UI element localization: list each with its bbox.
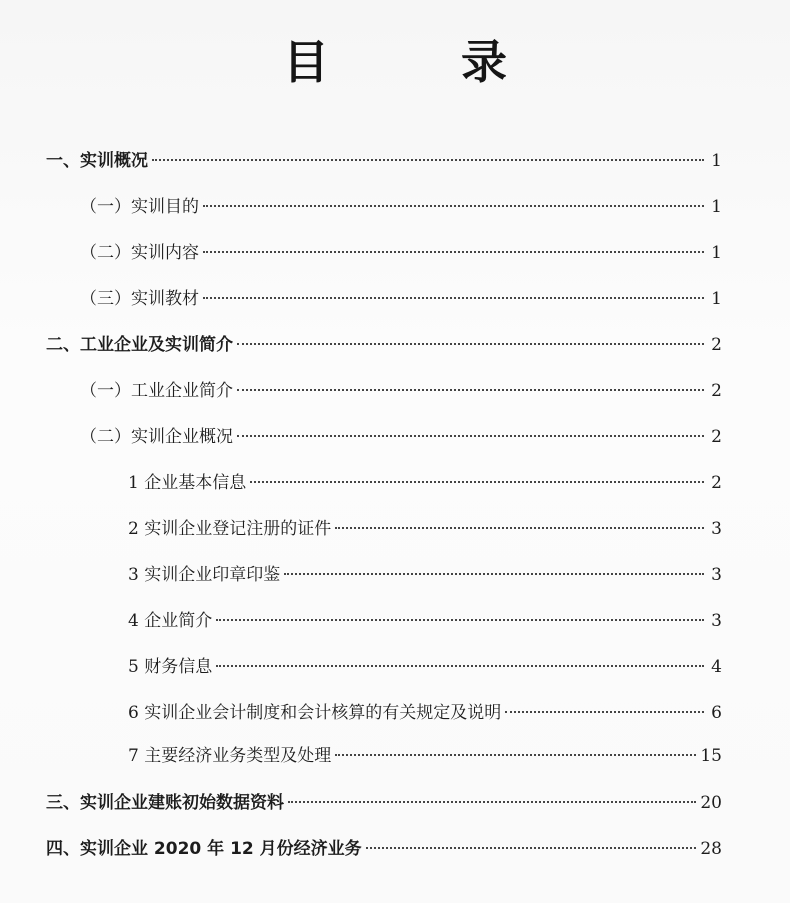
dot-leader	[152, 159, 704, 161]
toc-entry[interactable]	[128, 610, 722, 632]
toc-entry-label: 5 财务信息	[128, 657, 213, 677]
dot-leader	[237, 435, 704, 437]
toc-entry-page: 1	[711, 243, 722, 263]
toc-entry[interactable]	[128, 656, 722, 678]
toc-entry[interactable]	[46, 792, 722, 814]
toc-entry-page: 1	[711, 197, 722, 217]
toc-entry[interactable]	[80, 242, 722, 264]
dot-leader	[237, 343, 704, 345]
toc-entry[interactable]	[128, 518, 722, 540]
toc-entry[interactable]	[128, 745, 722, 767]
dot-leader	[288, 801, 696, 803]
dot-leader	[250, 481, 704, 483]
toc-entry-label: 二、工业企业及实训简介	[46, 335, 233, 355]
toc-entry-page: 2	[711, 473, 722, 493]
toc-entry-label: （二）实训企业概况	[80, 427, 233, 447]
toc-entry-label: 三、实训企业建账初始数据资料	[46, 793, 284, 813]
toc-entry-page: 3	[711, 519, 722, 539]
dot-leader	[505, 711, 704, 713]
toc-entry[interactable]	[80, 196, 722, 218]
toc-entry-page: 1	[711, 151, 722, 171]
toc-entry-page: 2	[711, 381, 722, 401]
toc-entry-page: 3	[711, 611, 722, 631]
toc-entry[interactable]	[128, 472, 722, 494]
dot-leader	[203, 251, 704, 253]
toc-entry-label: 4 企业简介	[128, 611, 213, 631]
toc-entry-page: 15	[700, 746, 722, 766]
dot-leader	[366, 847, 697, 849]
toc-entry-label: （一）实训目的	[80, 197, 199, 217]
dot-leader	[335, 754, 696, 756]
toc-entry-label: 7 主要经济业务类型及处理	[128, 746, 332, 766]
toc-entry-label: 3 实训企业印章印鉴	[128, 565, 281, 585]
toc-entry[interactable]	[80, 426, 722, 448]
toc-entry-label: 四、实训企业 2020 年 12 月份经济业务	[46, 839, 362, 859]
toc-entry[interactable]	[80, 380, 722, 402]
dot-leader	[237, 389, 704, 391]
toc-entry[interactable]	[46, 150, 722, 172]
toc-entry[interactable]	[80, 288, 722, 310]
dot-leader	[216, 665, 704, 667]
toc-entry-page: 20	[700, 793, 722, 813]
toc-entry-label: （一）工业企业简介	[80, 381, 233, 401]
toc-entry-label: （二）实训内容	[80, 243, 199, 263]
toc-entry-label: 6 实训企业会计制度和会计核算的有关规定及说明	[128, 703, 502, 723]
toc-entry-page: 1	[711, 289, 722, 309]
toc-entry-page: 28	[700, 839, 722, 859]
toc-entry[interactable]	[128, 564, 722, 586]
dot-leader	[203, 297, 704, 299]
toc-title: 目 录	[282, 35, 565, 89]
dot-leader	[203, 205, 704, 207]
toc-entry[interactable]	[46, 334, 722, 356]
toc-entry-label: 一、实训概况	[46, 151, 148, 171]
toc-entry-page: 2	[711, 427, 722, 447]
toc-entry-page: 6	[711, 703, 722, 723]
toc-entry-label: 2 实训企业登记注册的证件	[128, 519, 332, 539]
toc-entry-page: 3	[711, 565, 722, 585]
toc-entry-page: 4	[711, 657, 722, 677]
toc-entry-label: 1 企业基本信息	[128, 473, 247, 493]
toc-entry[interactable]	[46, 838, 722, 860]
toc-entry[interactable]	[128, 702, 722, 724]
toc-entry-label: （三）实训教材	[80, 289, 199, 309]
dot-leader	[216, 619, 704, 621]
toc-entry-page: 2	[711, 335, 722, 355]
dot-leader	[284, 573, 704, 575]
dot-leader	[335, 527, 704, 529]
